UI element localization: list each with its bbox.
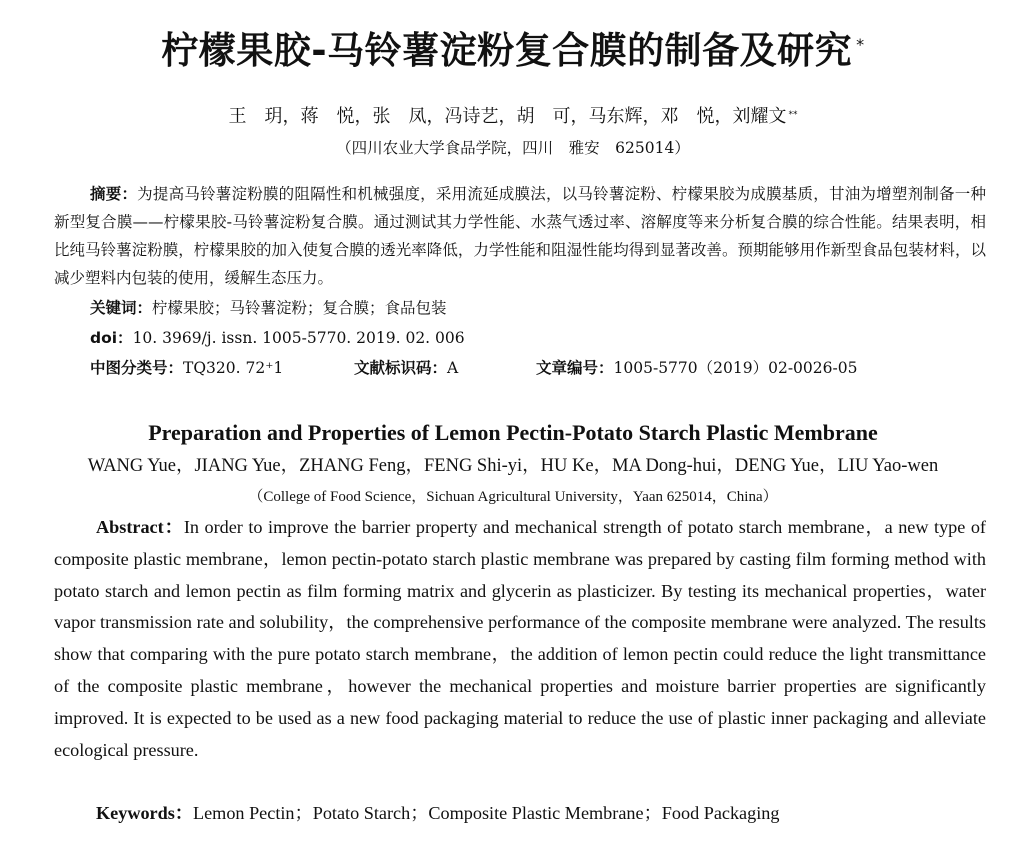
doi-line (90, 326, 465, 350)
chinese-affiliation: （四川农业大学食品学院，四川 雅安 625014） (336, 139, 690, 157)
chinese-authors-text: 王 玥，蒋 悦，张 凤，冯诗艺，胡 可，马东辉，邓 悦，刘耀文 (228, 106, 787, 127)
chinese-keywords (90, 296, 447, 320)
chinese-title-text: 柠檬果胶-马铃薯淀粉复合膜的制备及研究 (161, 29, 853, 72)
clc-value: TQ320. 72⁺1 (183, 359, 284, 377)
english-keywords (96, 798, 779, 828)
corresponding-author-mark: ** (788, 110, 798, 120)
classification-line (90, 356, 283, 380)
doi-label: doi： (90, 329, 133, 347)
english-abstract-text: In order to improve the barrier property and mechanical strength of potato starch membrane，a new type of composite plastic membrane，lemon pectin-potato starch plastic membrane was prepared by casting film forming method with potato starch and lemon pectin as film forming matrix and glycerin as plasticizer. By testing its mechanical properties，water vapor transmission rate and solubility，the comprehensive performance of the composite membrane were analyzed. The results show that comparing with the pure potato starch membrane，the addition of lemon pectin could reduce the light transmittance of the composite plastic membrane，however the mechanical properties and moisture barrier properties are significantly improved. It is expected to be used as a new food packaging material to reduce the use of plastic inner packaging and alleviate ecological pressure. (54, 517, 986, 760)
english-abstract-label: Abstract： (96, 517, 184, 537)
chinese-title (0, 26, 1026, 76)
article-number-value: 1005-5770（2019）02-0026-05 (613, 359, 858, 377)
document-code (354, 356, 458, 380)
document-code-label: 文献标识码： (354, 359, 448, 377)
chinese-abstract-label: 摘要： (90, 185, 138, 203)
chinese-abstract (54, 180, 986, 292)
chinese-keywords-text: 柠檬果胶；马铃薯淀粉；复合膜；食品包装 (152, 299, 447, 317)
english-title: Preparation and Properties of Lemon Pectin-Potato Starch Plastic Membrane (148, 420, 878, 445)
chinese-keywords-label: 关键词： (90, 299, 153, 317)
doi-value: 10. 3969/j. issn. 1005-5770. 2019. 02. 006 (132, 329, 465, 347)
title-footnote-mark: * (856, 35, 865, 54)
english-authors: WANG Yue，JIANG Yue，ZHANG Feng，FENG Shi-yi，HU Ke，MA Dong-hui，DENG Yue，LIU Yao-wen (87, 456, 939, 476)
clc-label: 中图分类号： (90, 359, 184, 377)
english-keywords-label: Keywords： (96, 803, 193, 823)
english-keywords-text: Lemon Pectin；Potato Starch；Composite Plastic Membrane；Food Packaging (193, 803, 780, 823)
chinese-authors (0, 104, 1026, 130)
article-number (536, 356, 857, 380)
english-affiliation: （College of Food Science，Sichuan Agricultural University，Yaan 625014，China） (248, 489, 778, 505)
article-number-label: 文章编号： (536, 359, 614, 377)
chinese-abstract-text: 为提高马铃薯淀粉膜的阻隔性和机械强度，采用流延成膜法，以马铃薯淀粉、柠檬果胶为成膜基质，甘油为增塑剂制备一种新型复合膜——柠檬果胶-马铃薯淀粉复合膜。通过测试其力学性能、水蒸气透过率、溶解度等来分析复合膜的综合性能。结果表明，相比纯马铃薯淀粉膜，柠檬果胶的加入使复合膜的透光率降低，力学性能和阻湿性能均得到显著改善。预期能够用作新型食品包装材料，以减少塑料内包装的使用，缓解生态压力。 (54, 185, 986, 287)
english-abstract (54, 512, 986, 766)
document-code-value: A (447, 359, 459, 377)
